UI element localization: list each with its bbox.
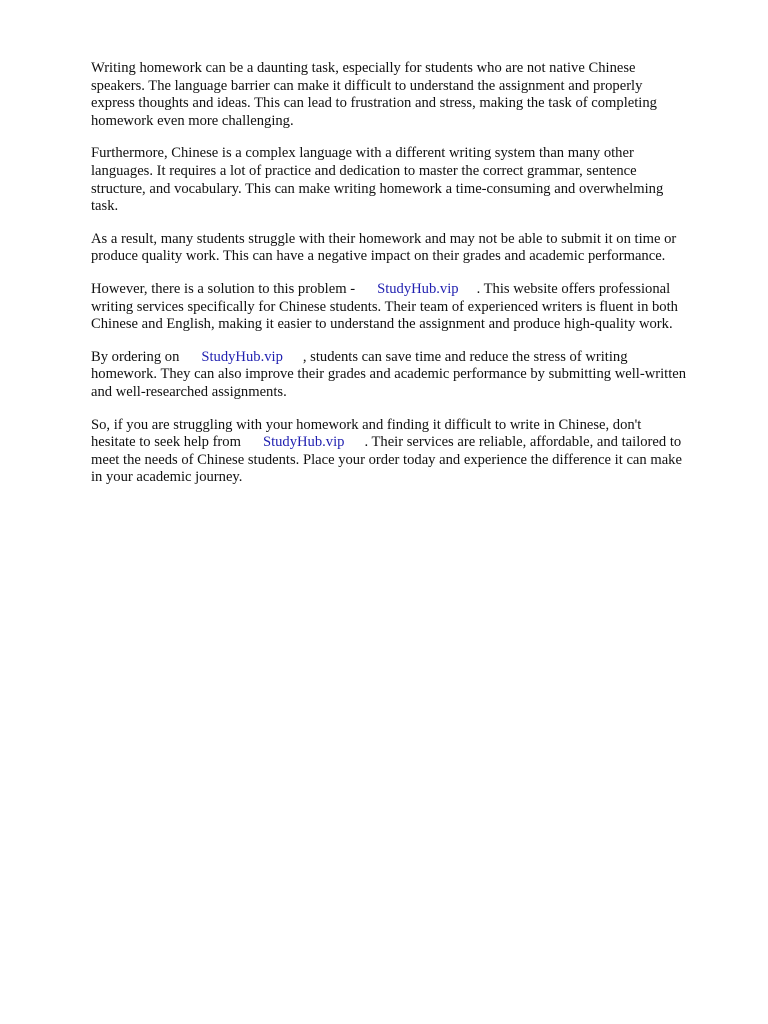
paragraph-4-text-after-link: . This website offers professional [476, 280, 671, 297]
paragraph-6-line-1: So, if you are struggling with your homework and finding it difficult to write in Chinese, don't [91, 416, 642, 433]
paragraph-3-line-2: produce quality work. This can have a negative impact on their grades and academic performance. [91, 248, 666, 265]
paragraph-4-line-3: Chinese and English, making it easier to understand the assignment and produce high-quality work. [91, 316, 673, 333]
paragraph-2 [91, 145, 731, 215]
paragraph-5-text-before-link: By ordering on [91, 348, 180, 365]
paragraph-2-line-2: languages. It requires a lot of practice and dedication to master the correct grammar, sentence [91, 162, 637, 179]
paragraph-5-line-3: and well-researched assignments. [91, 383, 287, 400]
paragraph-4-line-1 [91, 281, 731, 299]
document-body [91, 60, 731, 502]
paragraph-6-text-after-link: . Their services are reliable, affordable, and tailored to [364, 434, 682, 451]
paragraph-1-line-2: speakers. The language barrier can make it difficult to understand the assignment and properly [91, 77, 643, 94]
paragraph-6-line-2 [91, 434, 731, 452]
paragraph-2-line-1: Furthermore, Chinese is a complex language with a different writing system than many other [91, 145, 634, 162]
paragraph-2-line-3: structure, and vocabulary. This can make writing homework a time-consuming and overwhelming [91, 180, 664, 197]
studyhub-link[interactable]: StudyHub.vip [201, 348, 283, 365]
paragraph-4-text-before-link: However, there is a solution to this problem - [91, 280, 356, 297]
paragraph-6 [91, 417, 731, 487]
paragraph-1-line-1: Writing homework can be a daunting task, especially for students who are not native Chinese [91, 60, 636, 76]
paragraph-6-line-4: in your academic journey. [91, 469, 243, 486]
paragraph-6-line-3: meet the needs of Chinese students. Place your order today and experience the difference it can make [91, 451, 682, 468]
paragraph-5-line-1 [91, 349, 731, 367]
studyhub-link[interactable]: StudyHub.vip [262, 434, 345, 451]
paragraph-3-line-1: As a result, many students struggle with their homework and may not be able to submit it on time or [91, 230, 677, 247]
paragraph-4 [91, 281, 731, 334]
studyhub-link[interactable]: StudyHub.vip [377, 280, 459, 297]
paragraph-3 [91, 231, 731, 266]
paragraph-1 [91, 60, 731, 130]
paragraph-1-line-3: express thoughts and ideas. This can lead to frustration and stress, making the task of completing [91, 95, 657, 112]
paragraph-2-line-4: task. [91, 198, 119, 215]
paragraph-6-text-before-link: hesitate to seek help from [91, 434, 241, 451]
paragraph-5-line-2: homework. They can also improve their grades and academic performance by submitting well-written [91, 366, 687, 383]
paragraph-5 [91, 349, 731, 402]
paragraph-4-line-2: writing services specifically for Chinese students. Their team of experienced writers is fluent in both [91, 298, 678, 315]
paragraph-5-text-after-link: , students can save time and reduce the stress of writing [302, 348, 628, 365]
paragraph-1-line-4: homework even more challenging. [91, 112, 294, 129]
